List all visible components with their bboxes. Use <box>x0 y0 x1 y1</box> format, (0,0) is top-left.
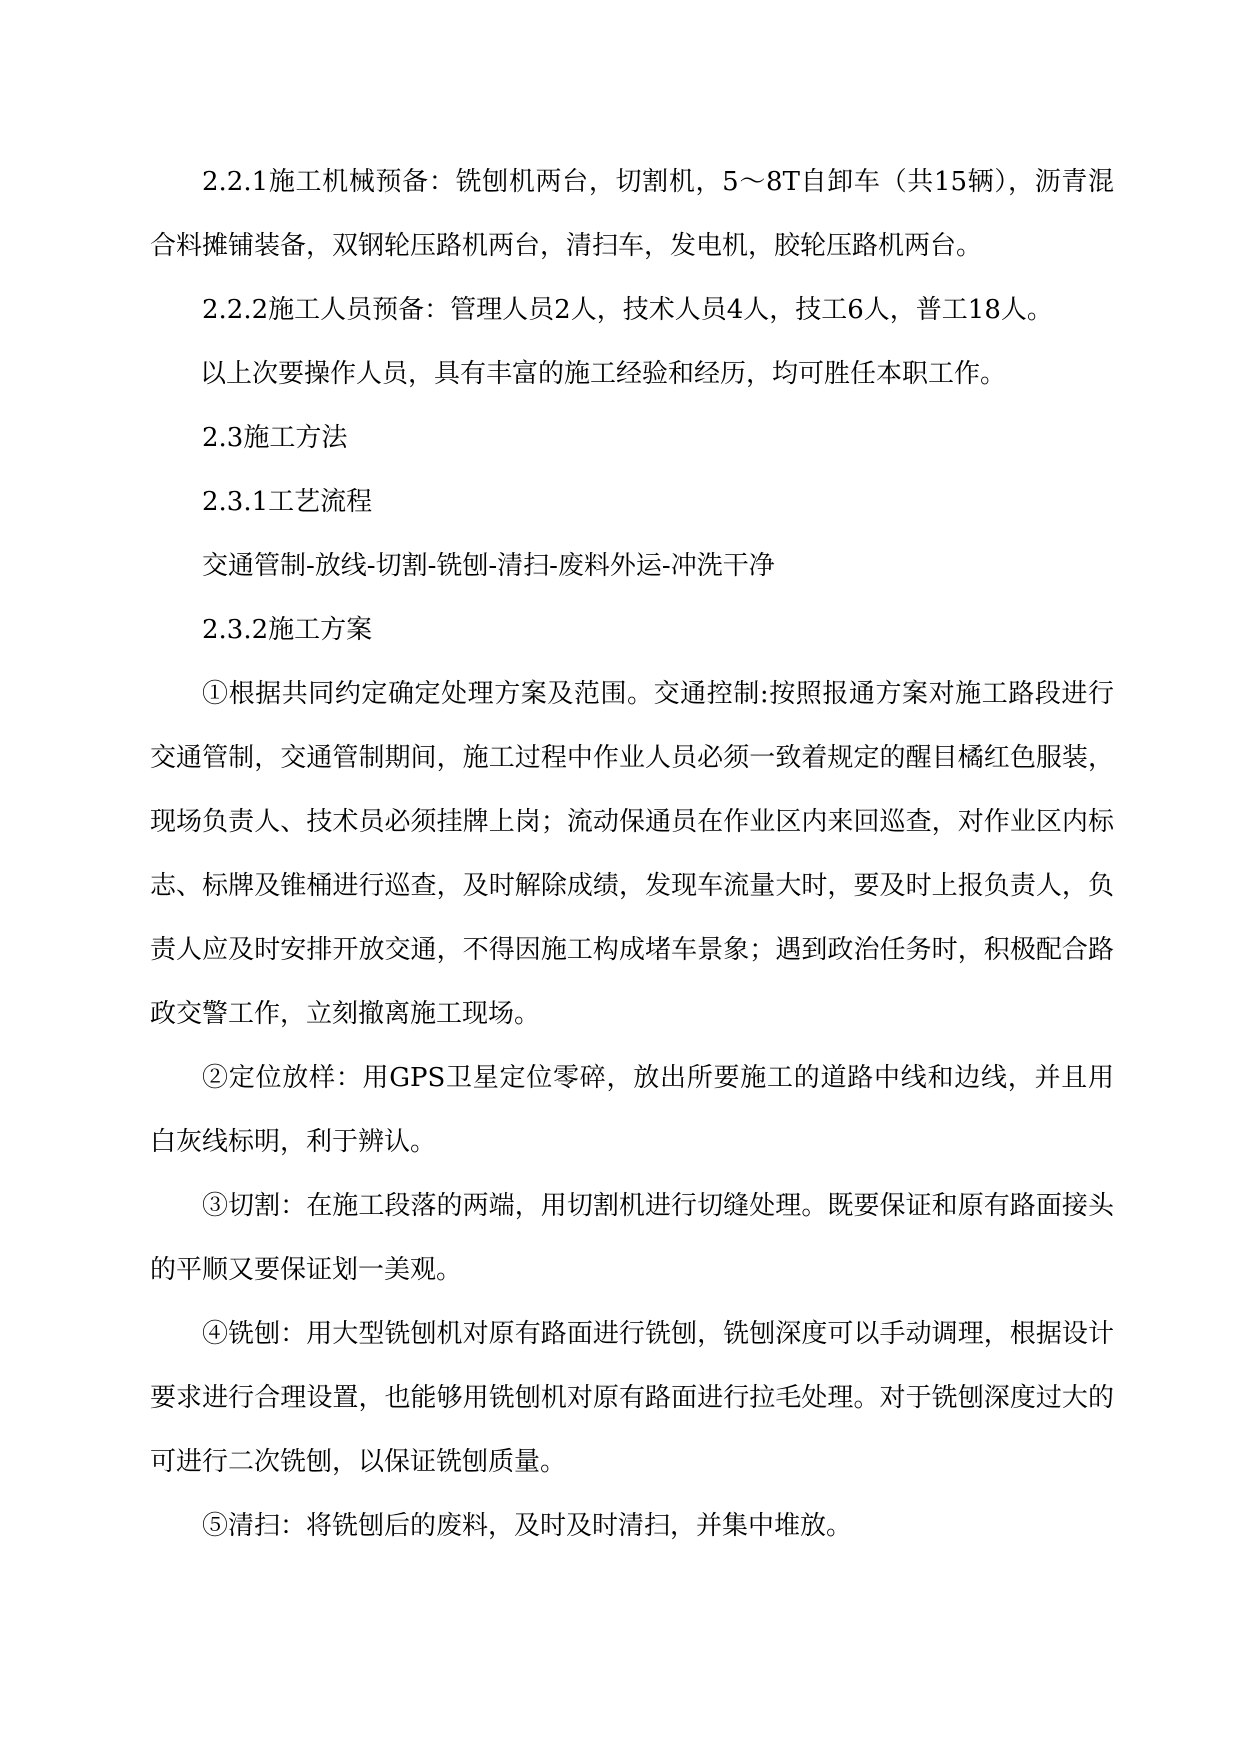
paragraph-machinery: 2.2.1施工机械预备：铣刨机两台，切割机，5～8T自卸车（共15辆），沥青混合料摊铺装备，双钢轮压路机两台，清扫车，发电机，胶轮压路机两台。 <box>150 167 1114 261</box>
paragraph-operators: 以上次要操作人员，具有丰富的施工经验和经历，均可胜任本职工作。 <box>200 359 1007 389</box>
heading-construction-method: 2.3施工方法 <box>202 423 348 453</box>
paragraph-milling: ④铣刨：用大型铣刨机对原有路面进行铣刨，铣刨深度可以手动调理，根据设计要求进行合理设置，也能够用铣刨机对原有路面进行拉毛处理。对于铣刨深度过大的可进行二次铣刨，以保证铣刨质量。 <box>150 1319 1114 1477</box>
paragraph-personnel: 2.2.2施工人员预备：管理人员2人，技术人员4人，技工6人，普工18人。 <box>202 295 1053 325</box>
heading-process-flow: 2.3.1工艺流程 <box>202 487 373 517</box>
document-body <box>150 150 1114 1558</box>
paragraph-traffic-control: ①根据共同约定确定处理方案及范围。交通控制:按照报通方案对施工路段进行交通管制，交通管制期间，施工过程中作业人员必须一致着规定的醒目橘红色服装，现场负责人、技术员必须挂牌上岗；流动保通员在作业区内来回巡查，对作业区内标志、标牌及锥桶进行巡查，及时解除成绩，发现车流量大时，要及时上报负责人，负责人应及时安排开放交通，不得因施工构成堵车景象；遇到政治任务时，积极配合路政交警工作，立刻撤离施工现场。 <box>150 679 1114 1029</box>
paragraph-cutting: ③切割：在施工段落的两端，用切割机进行切缝处理。既要保证和原有路面接头的平顺又要保证划一美观。 <box>150 1191 1114 1285</box>
paragraph-positioning: ②定位放样：用GPS卫星定位零碎，放出所要施工的道路中线和边线，并且用白灰线标明，利于辨认。 <box>150 1063 1114 1157</box>
paragraph-process-steps: 交通管制-放线-切割-铣刨-清扫-废料外运-冲洗干净 <box>202 551 775 581</box>
heading-construction-plan: 2.3.2施工方案 <box>202 615 373 645</box>
paragraph-cleaning: ⑤清扫：将铣刨后的废料，及时及时清扫，并集中堆放。 <box>202 1511 853 1541</box>
